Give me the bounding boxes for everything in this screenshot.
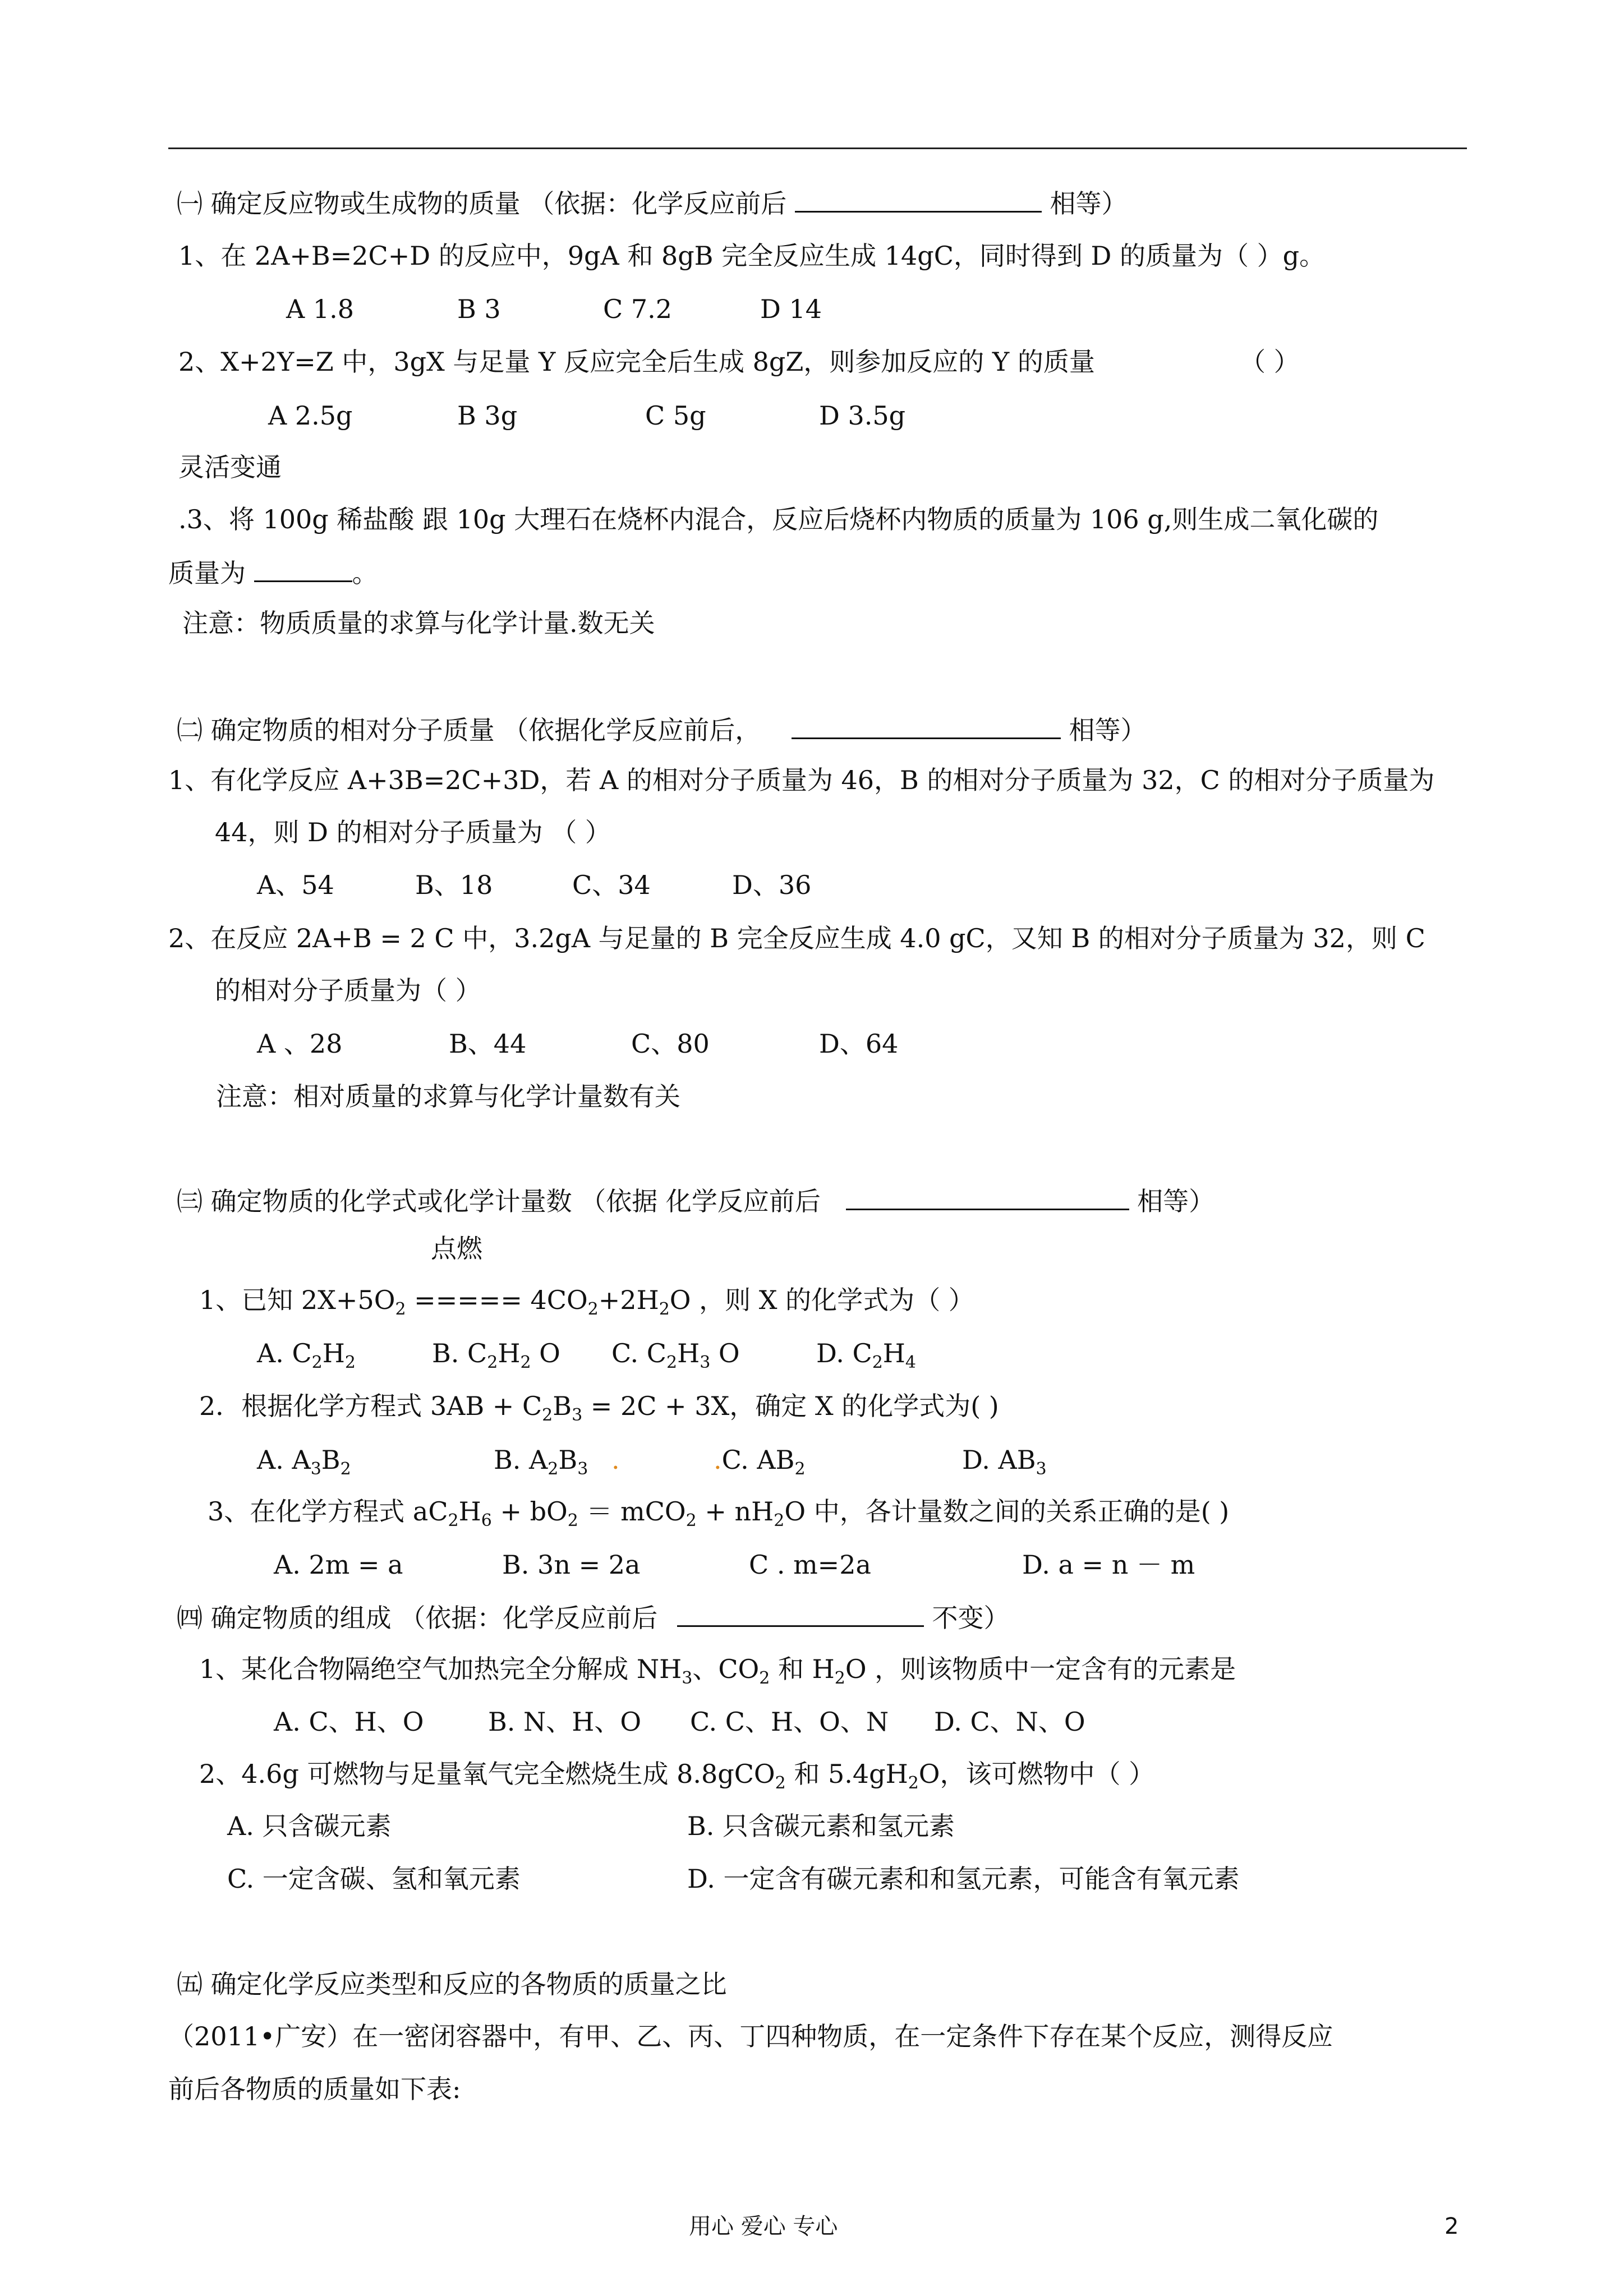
s1-question-1: 1、在 2A+B=2C+D 的反应中，9gA 和 8gB 完全反应生成 14gC，同时得到 D 的质量为（ ）g。: [178, 241, 1326, 271]
option-c: C . m=2a: [749, 1550, 871, 1580]
s1-note: 注意：物质质量的求算与化学计量.数无关: [182, 608, 655, 638]
option-a: A 2.5g: [268, 400, 353, 431]
section-1-title: ㈠ 确定反应物或生成物的质量 （依据：化学反应前后 相等）: [177, 188, 1128, 219]
flex-heading: 灵活变通: [178, 452, 282, 482]
section-4-title: ㈣ 确定物质的组成 （依据：化学反应前后 不变）: [177, 1603, 1010, 1633]
option-d: D、36: [732, 870, 812, 900]
option-d: D 3.5g: [819, 400, 906, 431]
section-5-title: ㈤ 确定化学反应类型和反应的各物质的质量之比: [177, 1969, 727, 1999]
option-b: B 3g: [457, 400, 518, 431]
option-c: .C. $AB_2$: [714, 1445, 806, 1479]
option-b: B. $A_2B_3$: [494, 1445, 588, 1479]
s3-question-3: 3、在化学方程式 $aC_2H_6 + bO_2 = mCO_2 + nH_2O$ 中，各计量数之间的关系正确的是( ): [208, 1496, 1230, 1530]
s5-paragraph-cont: 前后各物质的质量如下表:: [168, 2074, 461, 2104]
s2-question-2: 2、在反应 2A+B = 2 C 中，3.2gA 与足量的 B 完全反应生成 4.0 gC，又知 B 的相对分子质量为 32，则 C: [168, 923, 1425, 953]
s3-question-1: 1、已知 $2X+5O_2$ ===== $4CO_2+2H_2O$ ，则 X 的化学式为（ ）: [199, 1285, 974, 1319]
option-c: C、34: [572, 870, 651, 900]
s2-question-2-cont: 的相对分子质量为（ ）: [215, 975, 481, 1006]
option-b: B 3: [457, 294, 501, 324]
stray-mark: .: [611, 1445, 620, 1475]
option-d: D. $C_2H_4$: [816, 1338, 916, 1372]
option-b: B、44: [449, 1029, 527, 1059]
section-2-title: ㈡ 确定物质的相对分子质量 （依据化学反应前后， 相等）: [177, 715, 1147, 745]
option-b: B. 3n = 2a: [502, 1550, 641, 1580]
option-b: B、18: [415, 870, 493, 900]
page-number: 2: [1444, 2214, 1459, 2239]
option-d: D、64: [819, 1029, 899, 1059]
section-3-title: ㈢ 确定物质的化学式或化学计量数 （依据 化学反应前后 相等）: [177, 1186, 1215, 1216]
option-a: A. C、H、O: [274, 1707, 424, 1737]
option-c: C 7.2: [603, 294, 672, 324]
option-d: D. 一定含有碳元素和和氢元素，可能含有氧元素: [687, 1864, 1240, 1894]
s1-question-2: 2、X+2Y=Z 中，3gX 与足量 Y 反应完全后生成 8gZ，则参加反应的 Y 的质量: [178, 347, 1095, 377]
s2-question-1: 1、有化学反应 A+3B=2C+3D，若 A 的相对分子质量为 46，B 的相对分子质量为 32，C 的相对分子质量为: [168, 765, 1435, 795]
s4-question-1: 1、某化合物隔绝空气加热完全分解成 $NH_3$、$CO_2$ 和 $H_2O$ ，则该物质中一定含有的元素是: [199, 1654, 1236, 1688]
option-c: C. 一定含碳、氢和氧元素: [227, 1864, 521, 1894]
option-d: D 14: [760, 294, 822, 324]
option-a: A. 只含碳元素: [227, 1811, 392, 1841]
option-a: A、54: [257, 870, 334, 900]
fill-blank[interactable]: [677, 1603, 924, 1627]
fill-blank[interactable]: [795, 188, 1042, 213]
s5-paragraph: （2011•广安）在一密闭容器中，有甲、乙、丙、丁四种物质，在一定条件下存在某个反应，测得反应: [168, 2021, 1333, 2051]
option-a: A. $C_2H_2$: [257, 1338, 356, 1372]
option-a: A. $A_3B_2$: [257, 1445, 351, 1479]
footer-motto: 用心 爱心 专心: [689, 2214, 838, 2239]
fill-blank[interactable]: [846, 1186, 1129, 1210]
s1-question-3-cont: 质量为 。: [168, 558, 378, 588]
option-d: D. C、N、O: [934, 1707, 1085, 1737]
option-d: D. $AB_3$: [962, 1445, 1047, 1479]
option-a: A 1.8: [286, 294, 354, 324]
option-d: D. a = n － m: [1022, 1550, 1195, 1580]
option-c: C. C、H、O、N: [690, 1707, 889, 1737]
reaction-condition: 点燃: [431, 1233, 482, 1264]
option-a: A 、28: [257, 1029, 343, 1059]
s4-question-2: 2、4.6g 可燃物与足量氧气完全燃烧生成 8.8gCO$_2$ 和 $5.4gH_2O$，该可燃物中（ ）: [199, 1759, 1155, 1793]
s1-question-3: .3、将 100g 稀盐酸 跟 10g 大理石在烧杯内混合，反应后烧杯内物质的质量为 106 g,则生成二氧化碳的: [178, 504, 1379, 534]
answer-paren: （ ）: [1240, 347, 1300, 377]
s2-note: 注意：相对质量的求算与化学计量数有关: [216, 1081, 680, 1112]
header-rule: [168, 147, 1467, 149]
option-c: C 5g: [645, 400, 706, 431]
fill-blank[interactable]: [792, 715, 1061, 739]
s3-question-2: 2．根据化学方程式 $3AB + C_2B_3 = 2C + 3X$，确定 X 的化学式为( ): [199, 1391, 999, 1425]
s2-question-1-cont: 44，则 D 的相对分子质量为 （ ）: [215, 817, 611, 847]
fill-blank[interactable]: [254, 558, 352, 582]
option-b: B. N、H、O: [488, 1707, 642, 1737]
option-b: B. 只含碳元素和氢元素: [687, 1811, 955, 1841]
option-c: C、80: [631, 1029, 710, 1059]
option-a: A. 2m = a: [274, 1550, 403, 1580]
option-c: C. $C_2H_3$ O: [611, 1338, 740, 1372]
option-b: B. $C_2H_2$ O: [432, 1338, 560, 1372]
